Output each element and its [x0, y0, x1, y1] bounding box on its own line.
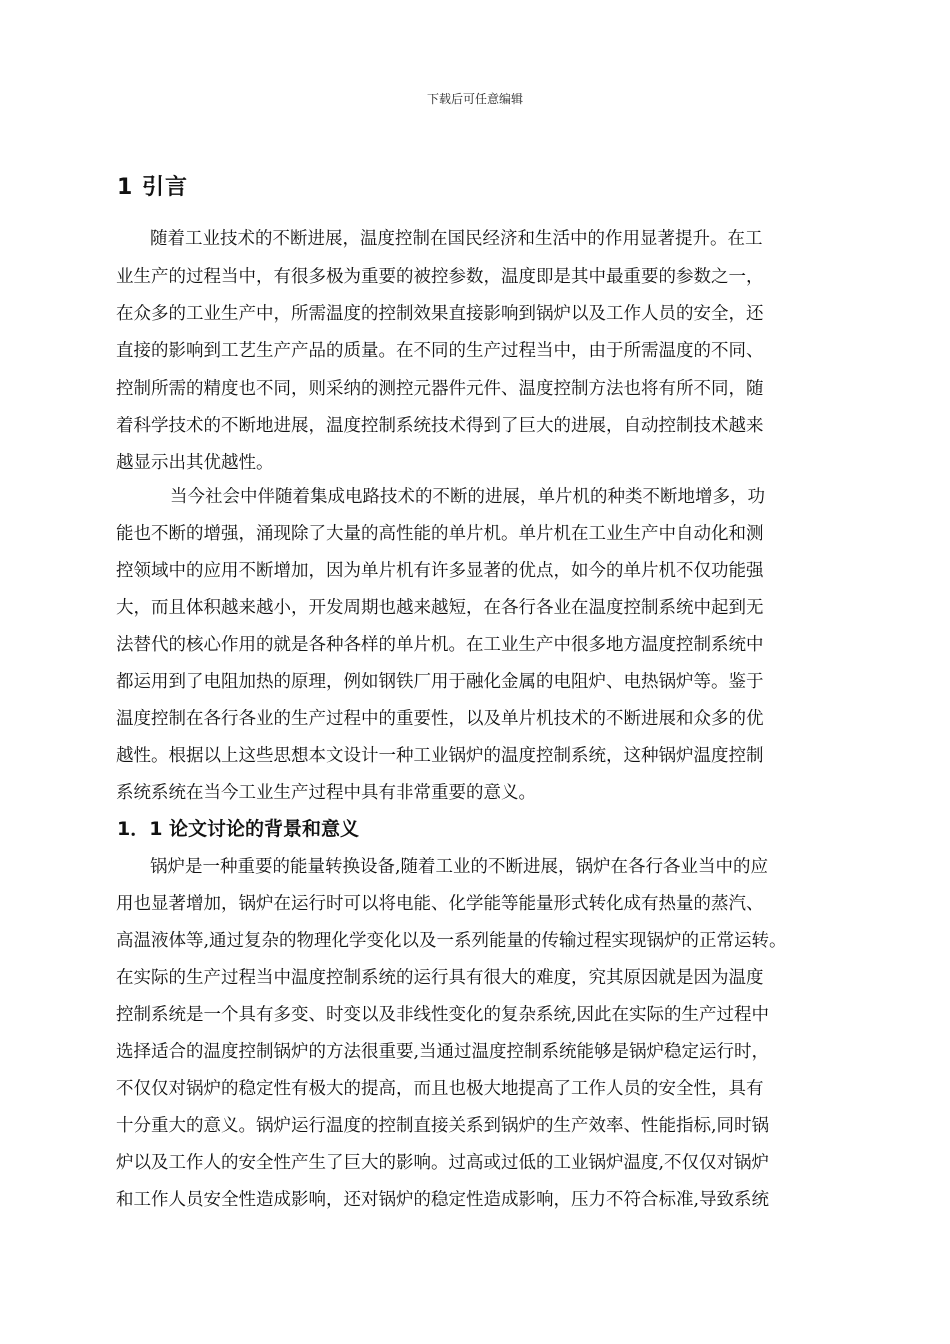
section-heading-introduction: 1 引言: [117, 175, 188, 200]
page-header: 下载后可任意编辑: [426, 92, 523, 106]
para1-line: 着科学技术的不断地进展，温度控制系统技术得到了巨大的进展，自动控制技术越来: [116, 416, 764, 436]
para2-line: 当今社会中伴随着集成电路技术的不断的进展，单片机的种类不断地增多，功: [170, 487, 765, 507]
para1-line: 在众多的工业生产中，所需温度的控制效果直接影响到锅炉以及工作人员的安全，还: [116, 304, 764, 324]
para2-line: 温度控制在各行各业的生产过程中的重要性，以及单片机技术的不断进展和众多的优: [116, 709, 764, 729]
para1-line: 业生产的过程当中，有很多极为重要的被控参数，温度即是其中最重要的参数之一，: [116, 267, 764, 287]
para3-line: 锅炉是一种重要的能量转换设备,随着工业的不断进展，锅炉在各行各业当中的应: [150, 857, 769, 877]
para3-line: 选择适合的温度控制锅炉的方法很重要,当通过温度控制系统能够是锅炉稳定运行时，: [116, 1042, 770, 1062]
para2-line: 大，而且体积越来越小，开发周期也越来越短，在各行各业在温度控制系统中起到无: [116, 598, 764, 618]
para3-line: 高温液体等,通过复杂的物理化学变化以及一系列能量的传输过程实现锅炉的正常运转。: [116, 931, 787, 951]
para2-line: 越性。根据以上这些思想本文设计一种工业锅炉的温度控制系统，这种锅炉温度控制: [116, 746, 764, 766]
para1-line: 控制所需的精度也不同，则采纳的测控元器件元件、温度控制方法也将有所不同，随: [116, 379, 764, 399]
para3-line: 炉以及工作人的安全性产生了巨大的影响。过高或过低的工业锅炉温度,不仅仅对锅炉: [116, 1153, 770, 1173]
para2-line: 都运用到了电阻加热的原理，例如钢铁厂用于融化金属的电阻炉、电热锅炉等。鉴于: [116, 672, 764, 692]
para3-line: 用也显著增加，锅炉在运行时可以将电能、化学能等能量形式转化成有热量的蒸汽、: [116, 894, 764, 914]
para2-line: 控领域中的应用不断增加，因为单片机有许多显著的优点，如今的单片机不仅功能强: [116, 561, 764, 581]
para3-line: 和工作人员安全性造成影响，还对锅炉的稳定性造成影响，压力不符合标准,导致系统: [116, 1190, 770, 1210]
para2-line: 能也不断的增强，涌现除了大量的高性能的单片机。单片机在工业生产中自动化和测: [116, 524, 764, 544]
para1-line: 随着工业技术的不断进展，温度控制在国民经济和生活中的作用显著提升。在工: [150, 229, 763, 249]
section-heading-background: 1．1 论文讨论的背景和意义: [117, 818, 360, 840]
para3-line: 不仅仅对锅炉的稳定性有极大的提高，而且也极大地提高了工作人员的安全性，具有: [116, 1079, 764, 1099]
para2-line: 系统系统在当今工业生产过程中具有非常重要的意义。: [116, 783, 536, 803]
para3-line: 控制系统是一个具有多变、时变以及非线性变化的复杂系统,因此在实际的生产过程中: [116, 1005, 770, 1025]
para1-line: 越显示出其优越性。: [116, 453, 274, 473]
para3-line: 十分重大的意义。锅炉运行温度的控制直接关系到锅炉的生产效率、性能指标,同时锅: [116, 1116, 770, 1136]
para1-line: 直接的影响到工艺生产产品的质量。在不同的生产过程当中，由于所需温度的不同、: [116, 341, 764, 361]
para3-line: 在实际的生产过程当中温度控制系统的运行具有很大的难度，究其原因就是因为温度: [116, 968, 764, 988]
para2-line: 法替代的核心作用的就是各种各样的单片机。在工业生产中很多地方温度控制系统中: [116, 635, 764, 655]
